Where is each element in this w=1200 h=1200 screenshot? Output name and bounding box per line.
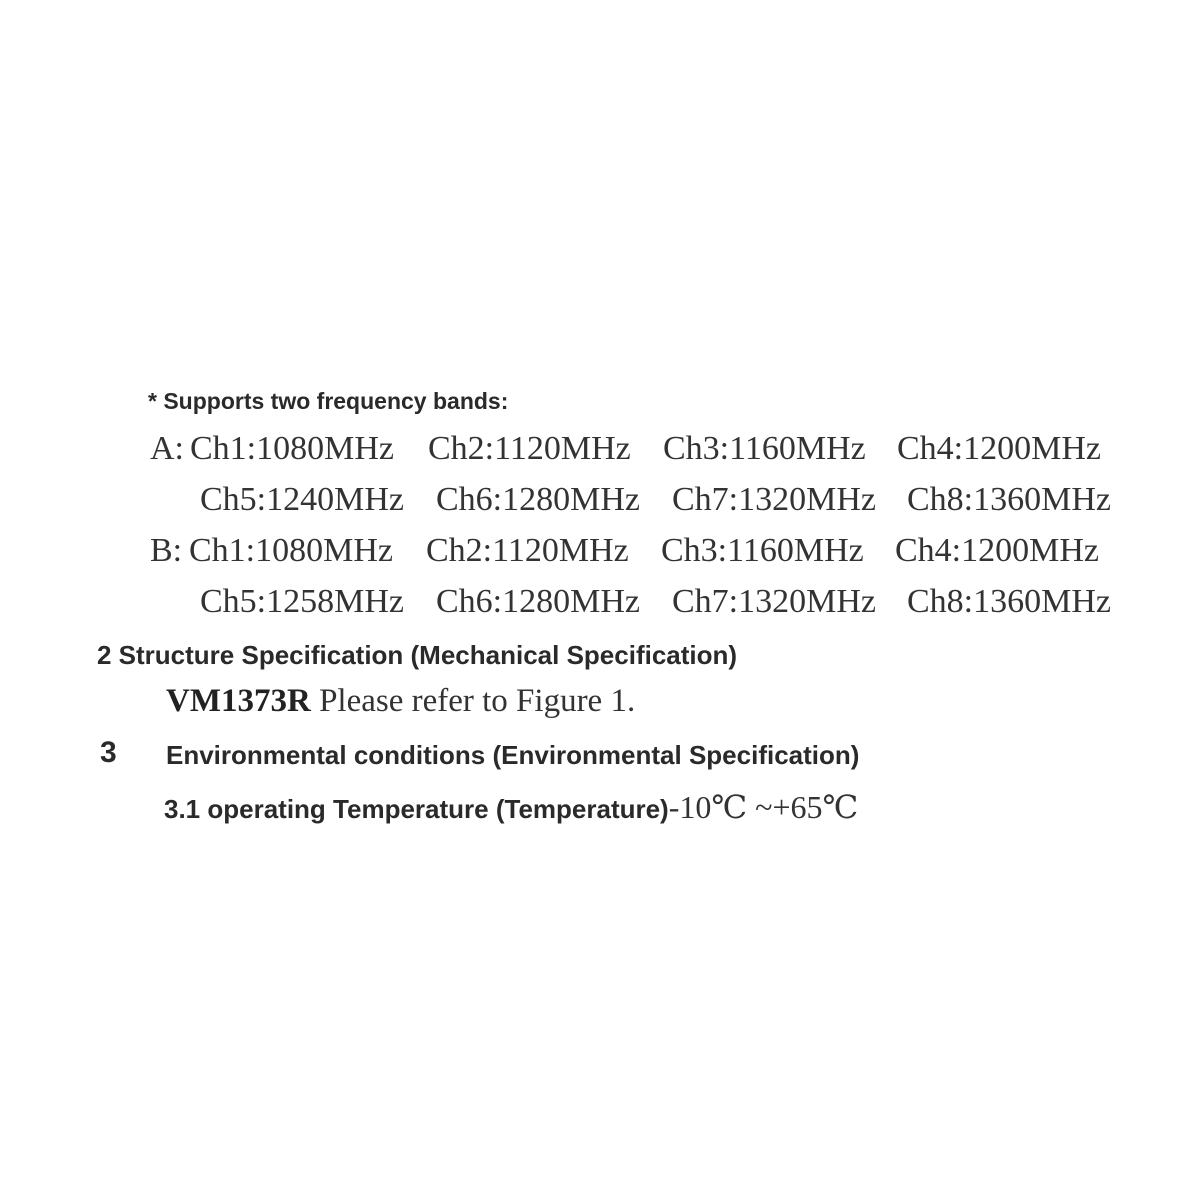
- band-a-channel: Ch2:1120MHz: [428, 430, 631, 467]
- band-b-label: B:: [150, 532, 183, 569]
- band-a-channel: Ch5:1240MHz: [200, 481, 404, 518]
- figure-reference: [166, 683, 635, 720]
- operating-temperature: [164, 788, 858, 826]
- band-a-channel: Ch7:1320MHz: [672, 481, 876, 518]
- band-b-channel: Ch4:1200MHz: [895, 532, 1099, 569]
- band-b-channel: Ch6:1280MHz: [436, 583, 640, 620]
- section-2-heading: 2 Structure Specification (Mechanical Specification): [97, 640, 738, 670]
- band-a-channel: Ch6:1280MHz: [436, 481, 640, 518]
- temperature-label: 3.1 operating Temperature (Temperature): [164, 794, 669, 824]
- temperature-range: -10℃ ~+65℃: [668, 789, 859, 825]
- band-b-channel: Ch5:1258MHz: [200, 583, 404, 620]
- band-b-channel: Ch8:1360MHz: [907, 583, 1111, 620]
- section-3-number: 3: [100, 736, 117, 769]
- frequency-bands-intro: * Supports two frequency bands:: [148, 388, 509, 414]
- band-a-channel: Ch4:1200MHz: [897, 430, 1101, 467]
- figure-reference-text: Please refer to Figure 1.: [310, 683, 636, 719]
- band-a-channel: Ch3:1160MHz: [663, 430, 866, 467]
- band-b-channel: Ch3:1160MHz: [661, 532, 864, 569]
- band-b-channel: Ch7:1320MHz: [672, 583, 876, 620]
- model-number: VM1373R: [166, 683, 311, 719]
- band-a-label: A:: [150, 430, 184, 467]
- band-a-channel: Ch8:1360MHz: [907, 481, 1111, 518]
- band-b-channel: Ch1:1080MHz: [189, 532, 393, 569]
- band-b-channel: Ch2:1120MHz: [426, 532, 629, 569]
- section-3-heading: Environmental conditions (Environmental Specification): [166, 740, 860, 770]
- band-a-channel: Ch1:1080MHz: [190, 430, 394, 467]
